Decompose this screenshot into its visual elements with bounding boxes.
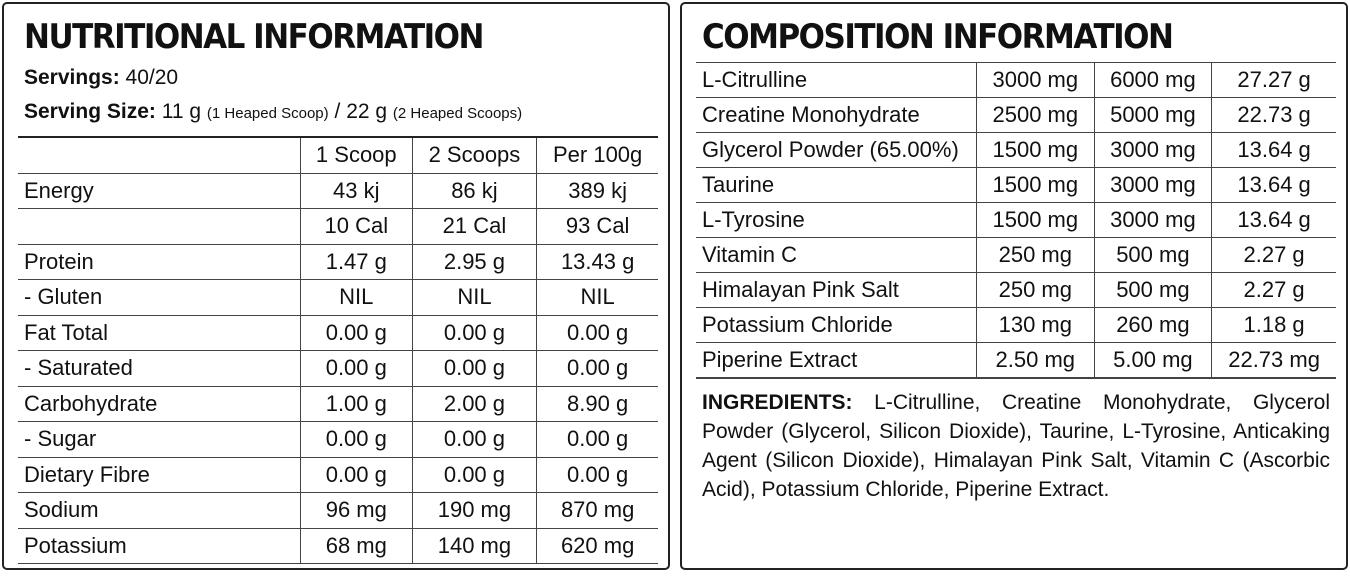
- nutrition-row: [18, 315, 658, 351]
- ingredients-text: L-Citrulline, Creatine Monohydrate, Glycerol Powder (Glycerol, Silicon Dioxide), Taurine, L-Tyrosine, Anticaking Agent (Silicon Dioxide), Himalayan Pink Salt, Vitamin C (Ascorbic Acid), Potassium Chloride, Piperine Extract.: [702, 391, 1330, 501]
- nutrition-cell: - Sugar: [18, 422, 301, 458]
- nutrition-cell: NIL: [301, 280, 413, 316]
- composition-cell: 1.18 g: [1212, 308, 1336, 343]
- nutrition-cell: 0.00 g: [412, 351, 537, 387]
- nutrition-row: [18, 528, 658, 564]
- composition-cell: 6000 mg: [1094, 63, 1212, 98]
- composition-cell: 250 mg: [977, 273, 1095, 308]
- composition-cell: 13.64 g: [1212, 203, 1336, 238]
- composition-cell: 250 mg: [977, 238, 1095, 273]
- composition-panel: [680, 2, 1348, 570]
- composition-cell: Vitamin C: [696, 238, 977, 273]
- serving-size-2-note: (2 Heaped Scoops): [392, 105, 523, 122]
- nutrition-row: [18, 244, 658, 280]
- nutrition-cell: 0.00 g: [537, 315, 658, 351]
- composition-cell: 2.27 g: [1212, 238, 1336, 273]
- nutrition-cell: 0.00 g: [301, 351, 413, 387]
- nutrition-table: [18, 136, 658, 564]
- serving-size-1: 11 g: [161, 100, 202, 123]
- nutrition-row: [18, 173, 658, 209]
- nutrition-cell: Dietary Fibre: [18, 457, 301, 493]
- nutrition-cell: 43 kj: [301, 173, 413, 209]
- nutrition-panel: [2, 2, 670, 570]
- nutrition-cell: 93 Cal: [537, 209, 658, 245]
- composition-row: [696, 203, 1336, 238]
- nutrition-cell: 10 Cal: [301, 209, 413, 245]
- nutrition-cell: NIL: [537, 280, 658, 316]
- nutrition-cell: 0.00 g: [537, 457, 658, 493]
- servings-label: Servings:: [24, 66, 120, 89]
- composition-cell: Himalayan Pink Salt: [696, 273, 977, 308]
- composition-cell: 13.64 g: [1212, 168, 1336, 203]
- composition-cell: 5000 mg: [1094, 98, 1212, 133]
- composition-cell: 13.64 g: [1212, 133, 1336, 168]
- nutrition-cell: 1.47 g: [301, 244, 413, 280]
- nutrition-cell: 0.00 g: [301, 315, 413, 351]
- ingredients-label: INGREDIENTS:: [702, 391, 853, 414]
- nutrition-row: [18, 351, 658, 387]
- composition-cell: 2.27 g: [1212, 273, 1336, 308]
- composition-cell: 2.50 mg: [977, 343, 1095, 379]
- nutrition-cell: 2.00 g: [412, 386, 537, 422]
- nutrition-cell: 21 Cal: [412, 209, 537, 245]
- serving-size-1-note: (1 Heaped Scoop): [206, 105, 329, 122]
- nutrition-cell: 96 mg: [301, 493, 413, 529]
- nutrition-cell: Protein: [18, 244, 301, 280]
- composition-cell: 22.73 g: [1212, 98, 1336, 133]
- composition-cell: L-Tyrosine: [696, 203, 977, 238]
- nutrition-title: NUTRITIONAL INFORMATION: [24, 18, 483, 57]
- nutrition-cell: 0.00 g: [412, 422, 537, 458]
- composition-cell: 1500 mg: [977, 168, 1095, 203]
- composition-cell: 2500 mg: [977, 98, 1095, 133]
- nutrition-row: [18, 386, 658, 422]
- servings-value: 40/20: [125, 66, 179, 89]
- nutrition-cell: 13.43 g: [537, 244, 658, 280]
- nutrition-cell: 0.00 g: [537, 422, 658, 458]
- nutrition-cell: 68 mg: [301, 528, 413, 564]
- nutrition-cell: Carbohydrate: [18, 386, 301, 422]
- composition-row: [696, 63, 1336, 98]
- composition-cell: 500 mg: [1094, 238, 1212, 273]
- servings-line: [24, 66, 178, 90]
- nutrition-cell: 190 mg: [412, 493, 537, 529]
- nutrition-cell: 0.00 g: [301, 457, 413, 493]
- nutrition-cell: 2 Scoops: [412, 137, 537, 173]
- composition-cell: 3000 mg: [1094, 168, 1212, 203]
- composition-cell: L-Citrulline: [696, 63, 977, 98]
- composition-row: [696, 273, 1336, 308]
- composition-cell: 1500 mg: [977, 133, 1095, 168]
- nutrition-cell: 2.95 g: [412, 244, 537, 280]
- nutrition-cell: 0.00 g: [412, 457, 537, 493]
- nutrition-row: [18, 280, 658, 316]
- nutrition-row: [18, 422, 658, 458]
- nutrition-cell: 389 kj: [537, 173, 658, 209]
- composition-row: [696, 238, 1336, 273]
- composition-row: [696, 168, 1336, 203]
- nutrition-cell: 1.00 g: [301, 386, 413, 422]
- nutrition-cell: 0.00 g: [537, 351, 658, 387]
- nutrition-cell: - Saturated: [18, 351, 301, 387]
- nutrition-cell: Sodium: [18, 493, 301, 529]
- nutrition-cell: Potassium: [18, 528, 301, 564]
- ingredients-paragraph: [702, 388, 1330, 504]
- composition-cell: 22.73 mg: [1212, 343, 1336, 379]
- composition-cell: 27.27 g: [1212, 63, 1336, 98]
- serving-size-separator: /: [334, 100, 341, 123]
- composition-cell: 1500 mg: [977, 203, 1095, 238]
- composition-cell: 5.00 mg: [1094, 343, 1212, 379]
- composition-cell: 3000 mg: [977, 63, 1095, 98]
- nutrition-row: [18, 493, 658, 529]
- nutrition-cell: Per 100g: [537, 137, 658, 173]
- composition-cell: Potassium Chloride: [696, 308, 977, 343]
- composition-row: [696, 98, 1336, 133]
- nutrition-cell: 86 kj: [412, 173, 537, 209]
- composition-cell: 260 mg: [1094, 308, 1212, 343]
- composition-row: [696, 308, 1336, 343]
- nutrition-cell: 0.00 g: [301, 422, 413, 458]
- composition-cell: 3000 mg: [1094, 203, 1212, 238]
- nutrition-cell: - Gluten: [18, 280, 301, 316]
- composition-cell: 130 mg: [977, 308, 1095, 343]
- serving-size-2: 22 g: [346, 100, 388, 123]
- nutrition-row: [18, 209, 658, 245]
- composition-cell: Piperine Extract: [696, 343, 977, 379]
- nutrition-row: [18, 457, 658, 493]
- composition-table: [696, 62, 1336, 379]
- nutrition-cell: 8.90 g: [537, 386, 658, 422]
- composition-cell: Taurine: [696, 168, 977, 203]
- composition-row: [696, 133, 1336, 168]
- composition-row: [696, 343, 1336, 379]
- composition-cell: Glycerol Powder (65.00%): [696, 133, 977, 168]
- nutrition-cell: [18, 209, 301, 245]
- nutrition-cell: 620 mg: [537, 528, 658, 564]
- composition-cell: 3000 mg: [1094, 133, 1212, 168]
- nutrition-cell: NIL: [412, 280, 537, 316]
- composition-cell: Creatine Monohydrate: [696, 98, 977, 133]
- nutrition-header-row: [18, 137, 658, 173]
- composition-title: COMPOSITION INFORMATION: [702, 18, 1173, 57]
- nutrition-cell: 0.00 g: [412, 315, 537, 351]
- nutrition-cell: 140 mg: [412, 528, 537, 564]
- composition-cell: 500 mg: [1094, 273, 1212, 308]
- nutrition-cell: Energy: [18, 173, 301, 209]
- nutrition-cell: 870 mg: [537, 493, 658, 529]
- nutrition-cell: [18, 137, 301, 173]
- serving-size-label: Serving Size:: [24, 100, 156, 123]
- serving-size-line: [24, 100, 522, 124]
- nutrition-cell: 1 Scoop: [301, 137, 413, 173]
- nutrition-cell: Fat Total: [18, 315, 301, 351]
